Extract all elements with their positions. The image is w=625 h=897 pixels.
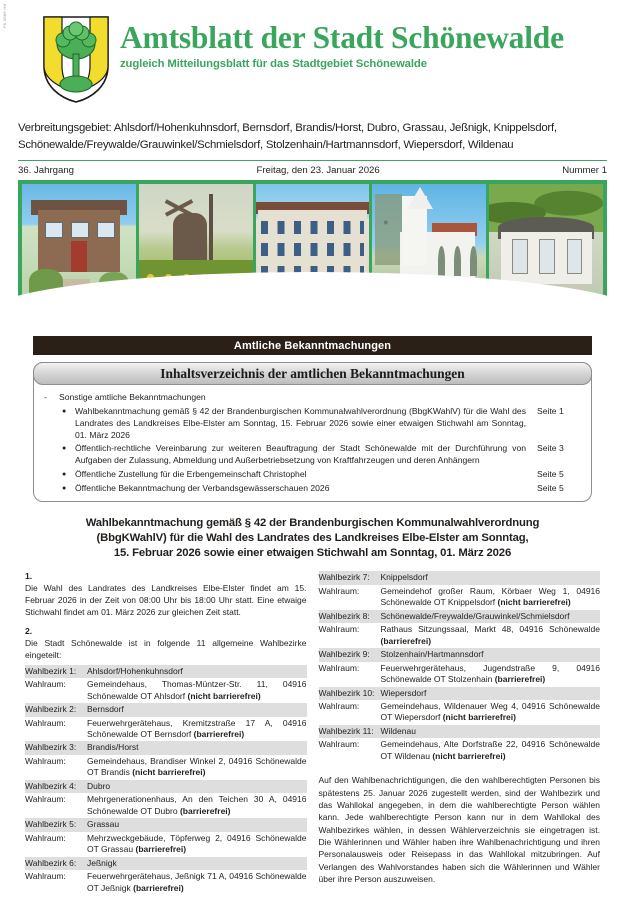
bezirk-label: Wahlbezirk 9: <box>319 648 381 661</box>
wahlraum-label: Wahlraum: <box>318 624 360 635</box>
table-row <box>25 678 307 703</box>
table-row <box>25 741 307 754</box>
table-row <box>25 832 307 857</box>
toc-entry-page: Seite 5 <box>537 482 564 493</box>
accessibility-note: (nicht barrierefrei) <box>497 597 571 608</box>
toc-entry[interactable] <box>62 482 581 495</box>
issue-info-bar <box>0 161 625 180</box>
bullet-icon: ● <box>62 445 67 453</box>
toc-entry-page: Seite 3 <box>537 443 564 454</box>
bezirk-name: Grassau <box>87 818 307 831</box>
bezirk-name: Jeßnigk <box>87 857 307 870</box>
bezirk-name: Knippelsdorf <box>381 571 601 584</box>
table-row <box>25 870 307 895</box>
wahlbezirk-table-left <box>25 665 307 895</box>
bezirk-name: Dubro <box>87 780 307 793</box>
table-row <box>319 648 601 661</box>
wahlraum-value: Rathaus Sitzungssaal, Markt 48, 04916 Schönewalde (barrierefrei) <box>380 624 600 646</box>
wahlraum-value: Mehrzweckgebäude, Töpferweg 2, 04916 Schönewalde OT Grassau (barrierefrei) <box>87 832 307 855</box>
table-of-contents <box>33 362 592 502</box>
toc-group-label: Sonstige amtliche Bekanntmachungen <box>59 392 206 403</box>
announcement-title-line-2: (BbgKWahlV) für die Wahl des Landrates des Landkreises Elbe-Elster am Sonntag, <box>96 532 529 545</box>
wahlraum-label: Wahlraum: <box>25 794 66 805</box>
column-left <box>25 571 307 895</box>
announcement-title <box>30 516 595 561</box>
toc-entry-text: Wahlbekanntmachung gemäß § 42 der Brandenburgischen Kommunalwahlverordnung (BbgKWahlV) für die Wahl des Landrates des Landkreises Elbe-Elster am Sonntag, 15. Februar 2026 sowie einer etwaigen Stichwahl am Sonntag, 01. März 2026 <box>75 405 526 441</box>
bezirk-name: Wildenau <box>381 725 601 738</box>
table-row <box>319 725 601 738</box>
masthead <box>0 0 625 118</box>
table-row <box>25 755 307 780</box>
bezirk-name: Wiepersdorf <box>381 687 601 700</box>
accessibility-note: (nicht barrierefrei) <box>187 690 261 701</box>
accessibility-note: (nicht barrierefrei) <box>132 767 206 778</box>
toc-entry[interactable] <box>62 405 581 442</box>
bezirk-label: Wahlbezirk 6: <box>25 857 87 870</box>
table-row <box>319 738 601 763</box>
section-header-amtliche-bekanntmachungen <box>33 336 592 355</box>
column-right <box>319 571 601 895</box>
toc-header <box>33 362 592 385</box>
accessibility-note: (nicht barrierefrei) <box>432 750 506 761</box>
toc-entry-text: Öffentliche Bekanntmachung der Verbandsgewässerschauen 2026 <box>75 482 330 493</box>
announcement-title-line-3: 15. Februar 2026 sowie einer etwaigen Stichwahl am Sonntag, 01. März 2026 <box>113 547 512 560</box>
distribution-area <box>0 120 625 153</box>
toc-entry-text: Öffentliche Zustellung für die Erbengemeinschaft Christophel <box>75 468 307 479</box>
bezirk-label: Wahlbezirk 5: <box>25 818 87 831</box>
bezirk-label: Wahlbezirk 1: <box>25 665 87 678</box>
toc-entry-text: Öffentlich-rechtliche Vereinbarung zur weiteren Beauftragung der Stadt Schönewalde mit der Durchführung von Aufgaben der Zulassung, Abmeldung und Außerbetriebsetzung von Kraftfahrzeugen und deren Anhängern <box>75 443 526 466</box>
toc-entry-page: Seite 1 <box>537 405 564 416</box>
bullet-icon: ● <box>62 470 67 478</box>
table-row <box>319 700 601 725</box>
bezirk-label: Wahlbezirk 10: <box>319 687 381 700</box>
section-header-label: Amtliche Bekanntmachungen <box>233 339 392 352</box>
bezirk-name: Bernsdorf <box>87 703 307 716</box>
title-block <box>120 22 613 70</box>
table-row <box>25 780 307 793</box>
section-2-text: Die Stadt Schönewalde ist in folgende 11 allgemeine Wahlbezirke eingeteilt: <box>25 638 307 660</box>
photo-banner <box>18 180 607 302</box>
page-subtitle: zugleich Mitteilungsblatt für das Stadtgebiet Schönewalde <box>120 58 427 71</box>
accessibility-note: (barrierefrei) <box>380 635 432 646</box>
announcement-title-line-1: Wahlbekanntmachung gemäß § 42 der Brandenburgischen Kommunalwahlverordnung <box>85 517 540 530</box>
bezirk-label: Wahlbezirk 2: <box>25 703 87 716</box>
issue-date: Freitag, den 23. Januar 2026 <box>256 165 380 177</box>
table-row <box>25 793 307 818</box>
issue-number: Nummer 1 <box>562 165 607 177</box>
wahlbezirk-table-right <box>319 571 601 763</box>
wahlraum-label: Wahlraum: <box>318 662 360 673</box>
toc-entry[interactable] <box>62 468 581 481</box>
wahlraum-value: Gemeindehaus, Thomas-Müntzer-Str. 11, 04916 Schönewalde OT Ahlsdorf (nicht barrierefrei) <box>87 679 307 701</box>
wahlraum-value: Feuerwehrgerätehaus, Jeßnigk 71 A, 04916 Schönewalde OT Jeßnigk (barrierefrei) <box>87 871 307 893</box>
accessibility-note: (barrierefrei) <box>135 844 187 855</box>
wahlraum-value: Gemeindehaus, Alte Dorfstraße 22, 04916 Schönewalde OT Wildenau (nicht barrierefrei) <box>380 739 600 761</box>
bezirk-label: Wahlbezirk 4: <box>25 780 87 793</box>
wahlraum-value: Gemeindehaus, Wildenauer Weg 4, 04916 Schönewalde OT Wiepersdorf (nicht barrierefrei) <box>380 701 600 723</box>
wahlraum-label: Wahlraum: <box>318 701 360 711</box>
bezirk-label: Wahlbezirk 8: <box>319 610 381 623</box>
table-row <box>319 662 601 687</box>
accessibility-note: (barrierefrei) <box>494 674 546 685</box>
table-row <box>319 585 601 610</box>
wahlraum-value: Gemeindehaus, Brandiser Winkel 2, 04916 Schönewalde OT Brandis (nicht barrierefrei) <box>87 755 307 778</box>
wahlraum-value: Mehrgenerationenhaus, An den Teichen 30 A, 04916 Schönewalde OT Dubro (barrierefrei) <box>87 794 307 816</box>
wahlraum-label: Wahlraum: <box>25 871 66 882</box>
table-row <box>25 665 307 678</box>
bezirk-label: Wahlbezirk 7: <box>319 571 381 584</box>
bezirk-name: Stolzenhain/Hartmannsdorf <box>381 648 601 661</box>
accessibility-note: (barrierefrei) <box>193 728 245 739</box>
wahlraum-value: Gemeindehof großer Raum, Körbaer Weg 1, 04916 Schönewalde OT Knippelsdorf (nicht barrierefrei) <box>380 585 600 608</box>
wahlbenachrichtigung-paragraph: Auf den Wahlbenachrichtigungen, die den wahlberechtigten Personen bis spätestens 25. Januar 2026 zugestellt werden, sind der Wahlbezirk und das Wahllokal angegeben, in dem die wahlberechtigte Person wählen kann. Jede wahlberechtigte Person kann nur in dem Wahllokal des Wahlbezirkes wählen, in dessen Wählerverzeichnis sie eingetragen ist. Die Wählerinnen und Wähler haben ihre Wahlbenachrichtigung und ihren Personalausweis oder Reisepass in das Wahllokal mitzubringen. Auf Verlangen des Wahlvorstandes haben sich die Wählerinnen und Wähler über ihre Person auszuweisen. <box>318 775 600 884</box>
table-row <box>25 857 307 870</box>
bezirk-name: Ahlsdorf/Hohenkuhnsdorf <box>87 665 307 678</box>
distribution-line-2: Schönewalde/Freywalde/Grauwinkel/Schmielsdorf, Stolzenhain/Hartmannsdorf, Wiepersdorf, Wildenau <box>18 138 514 151</box>
section-2-number: 2. <box>25 626 33 637</box>
distribution-line-1: Verbreitungsgebiet: Ahlsdorf/Hohenkuhnsdorf, Bernsdorf, Brandis/Horst, Dubro, Grassau, Jeßnigk, Knippelsdorf, <box>18 122 557 134</box>
accessibility-note: (nicht barrierefrei) <box>442 712 516 723</box>
table-row <box>319 571 601 584</box>
page-title: Amtsblatt der Stadt Schönewalde <box>120 20 564 55</box>
table-row <box>319 687 601 700</box>
toc-group <box>44 391 581 403</box>
wahlraum-value: Feuerwehrgerätehaus, Kremitzstraße 17 A, 04916 Schönewalde OT Bernsdorf (barrierefrei) <box>87 717 307 739</box>
table-row <box>25 703 307 716</box>
bullet-icon: ● <box>62 407 67 415</box>
wahlraum-label: Wahlraum: <box>25 717 66 728</box>
toc-body <box>34 385 591 495</box>
accessibility-note: (barrierefrei) <box>133 882 184 893</box>
wahlraum-label: Wahlraum: <box>318 585 360 596</box>
print-margin-code: PA 0886 HH <box>2 3 7 28</box>
toc-entry[interactable] <box>62 442 581 466</box>
wahlraum-value: Feuerwehrgerätehaus, Jugendstraße 9, 04916 Schönewalde OT Stolzenhain (barrierefrei) <box>380 662 600 685</box>
table-row <box>319 610 601 623</box>
wahlraum-label: Wahlraum: <box>25 755 66 766</box>
toc-entry-page: Seite 5 <box>537 468 564 479</box>
table-row <box>319 623 601 648</box>
bezirk-name: Brandis/Horst <box>87 741 307 754</box>
bezirk-label: Wahlbezirk 3: <box>25 741 87 754</box>
two-column-body <box>25 571 600 895</box>
table-row <box>25 717 307 742</box>
bezirk-label: Wahlbezirk 11: <box>319 725 381 738</box>
wahlraum-label: Wahlraum: <box>318 739 360 750</box>
section-1-number: 1. <box>25 571 33 582</box>
toc-heading-label: Inhaltsverzeichnis der amtlichen Bekanntmachungen <box>160 365 465 381</box>
section-1-text: Die Wahl des Landrates des Landkreises Elbe-Elster findet am 15. Februar 2026 in der Zeit von 08:00 Uhr bis 18:00 Uhr statt. Eine etwaige Stichwahl findet am 01. März 2026 zur gleichen Zeit statt. <box>25 583 307 617</box>
coat-of-arms-icon <box>40 14 112 104</box>
wahlraum-label: Wahlraum: <box>25 679 66 690</box>
table-row <box>25 818 307 831</box>
accessibility-note: (barrierefrei) <box>179 805 231 816</box>
toc-dash-marker: - <box>44 392 47 403</box>
issue-volume: 36. Jahrgang <box>18 165 75 177</box>
bullet-icon: ● <box>62 484 67 492</box>
bezirk-name: Schönewalde/Freywalde/Grauwinkel/Schmielsdorf <box>381 610 601 623</box>
wahlraum-label: Wahlraum: <box>25 832 66 843</box>
